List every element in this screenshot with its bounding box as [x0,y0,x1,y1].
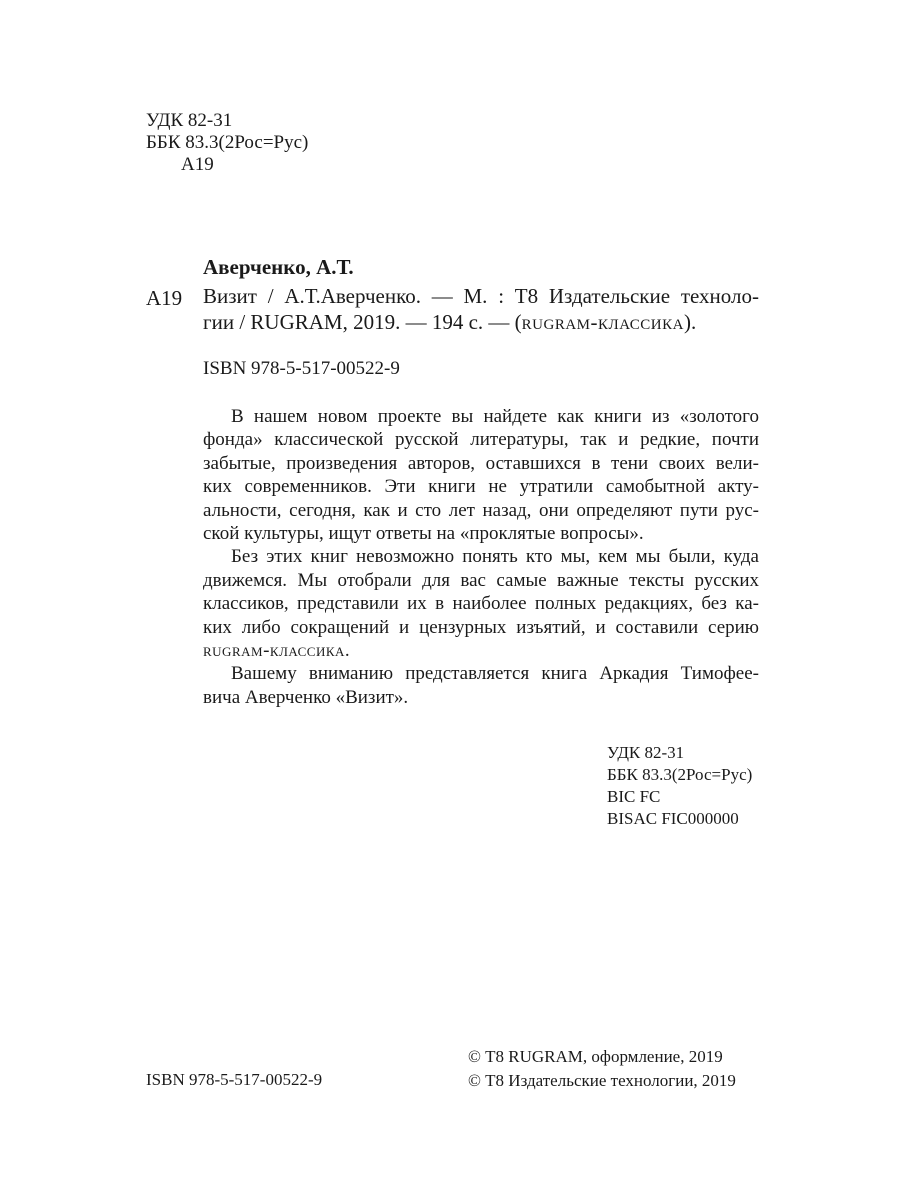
bib-line-2-end: ). [683,310,697,334]
udk-code-top: УДК 82-31 [146,110,233,131]
bic-code: BIC FC [607,787,661,806]
annotation-line [203,639,759,662]
annotation-line: Вашему вниманию представляется книга Аркадия Тимофее- [231,663,759,685]
annotation-line: ких современников. Эти книги не утратили самобытной акту- [203,476,759,498]
classification-codes [607,742,752,830]
author-heading: Аверченко, А.Т. [203,255,354,279]
copyright-design: © Т8 RUGRAM, оформление, 2019 [468,1047,723,1066]
bibliographic-description [203,283,759,335]
bib-line-2-text: гии / RUGRAM, 2019. — 194 с. — ( [203,310,522,334]
annotation-line: забытые, произведения авторов, оставшихся в тени своих вели- [203,452,759,474]
annotation-line: вича Аверченко «Визит». [203,686,409,708]
series-name: rugram-классика [521,310,684,334]
annotation-line: фонда» классической русской литературы, так и редкие, почти [203,429,759,451]
copyright-publisher: © Т8 Издательские технологии, 2019 [468,1071,736,1090]
annotation-line: альности, сегодня, как и сто лет назад, они определяют пути рус- [203,499,759,521]
annotation-line: ких либо сокращений и цензурных изъятий, и составили серию [203,616,759,638]
bbk-code-top: ББК 83.3(2Рос=Рус) [146,132,309,153]
annotation-line: движемся. Мы отобрали для вас самые важные тексты русских [203,569,759,591]
bbk-code: ББК 83.3(2Рос=Рус) [607,765,753,784]
author-mark-margin: А19 [146,286,183,310]
annotation-line: Без этих книг невозможно понять кто мы, кем мы были, куда [231,546,759,568]
annotation-line: ской культуры, ищут ответы на «проклятые вопросы». [203,523,644,545]
annotation [203,405,759,709]
series-name-inline: rugram-классика [203,640,345,662]
isbn-main: ISBN 978-5-517-00522-9 [203,358,400,379]
copyright-notices [468,1045,736,1093]
annotation-line: В нашем новом проекте вы найдете как книги из «золотого [231,406,759,427]
bib-line-2 [203,309,759,335]
bib-line-1: Визит / А.Т.Аверченко. — М. : Т8 Издательские техноло- [203,284,759,308]
author-mark-top: А19 [181,154,214,175]
isbn-footer: ISBN 978-5-517-00522-9 [146,1070,323,1089]
bisac-code: BISAC FIC000000 [607,809,739,828]
udk-code: УДК 82-31 [607,743,685,762]
annotation-period: . [344,640,350,662]
annotation-line: классиков, представили их в наиболее полных редакциях, без ка- [203,593,759,615]
